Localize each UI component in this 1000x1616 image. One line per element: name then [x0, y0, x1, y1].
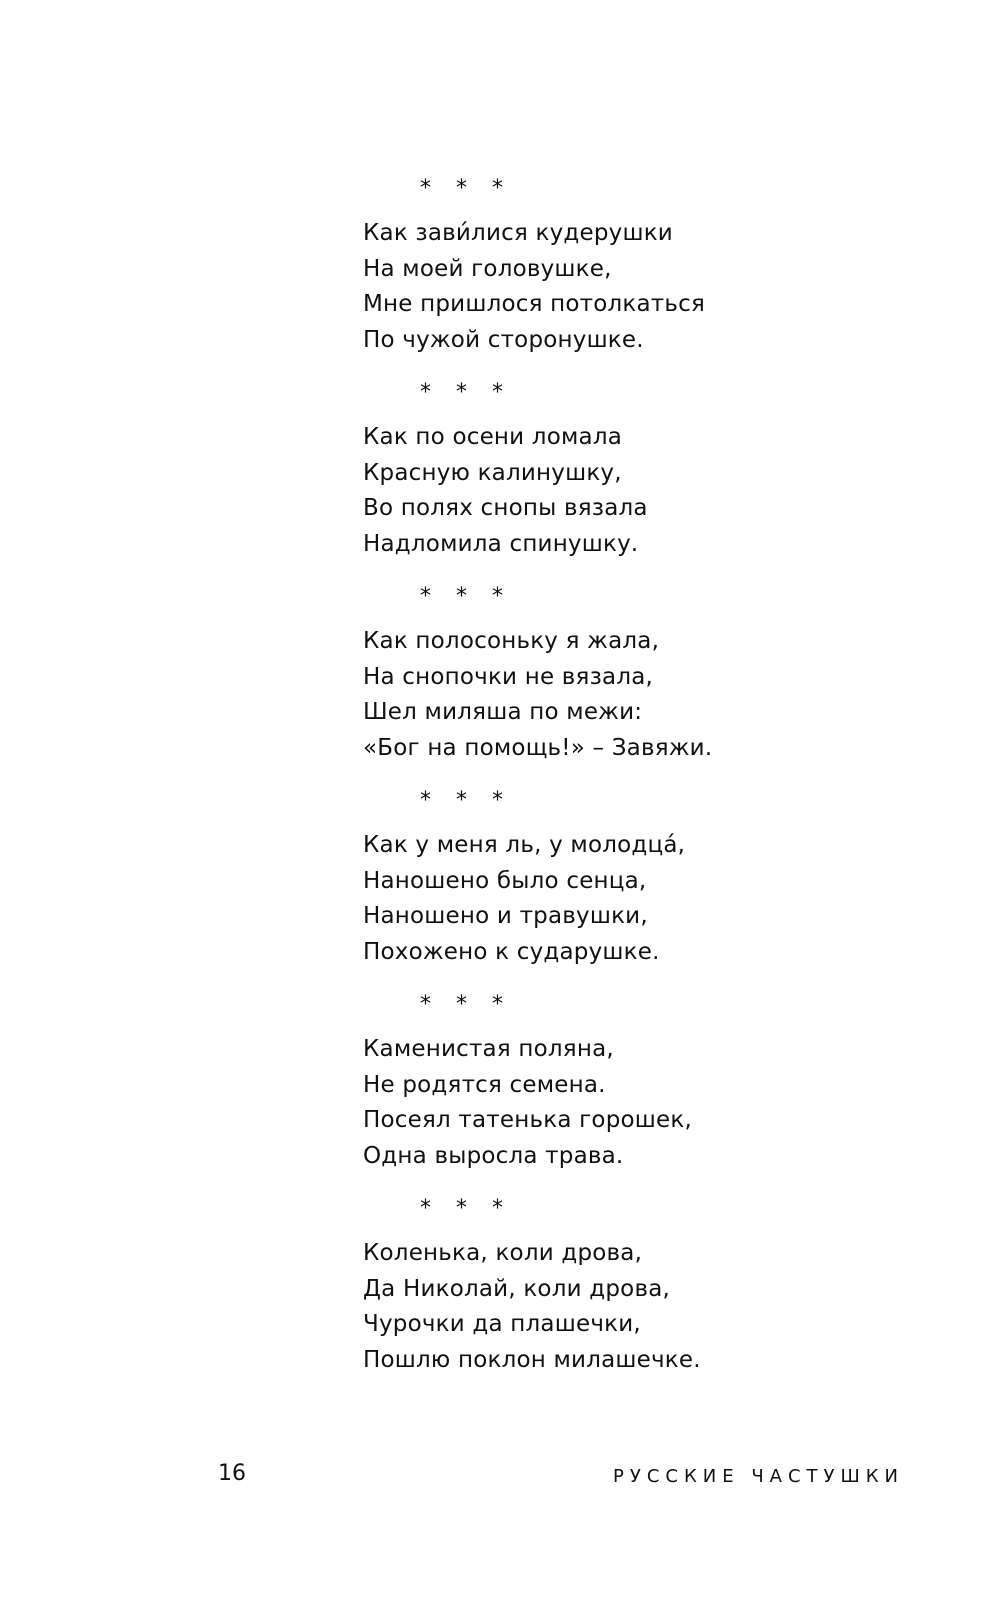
verse-line: По чужой сторонушке. — [363, 326, 644, 353]
verse-line: Чурочки да плашечки, — [363, 1311, 641, 1337]
verse-line: Как у меня ль, у молодца́, — [363, 832, 686, 858]
verse-line: Каменистая поляна, — [363, 1036, 614, 1062]
verse-line: На снопочки не вязала, — [363, 663, 654, 690]
verse-line: Во полях снопы вязала — [363, 495, 648, 521]
verse-line: Посеял татенька горошек, — [363, 1107, 692, 1133]
stanza-separator: * * * — [420, 584, 512, 609]
verse-line: «Бог на помощь!» – Завяжи. — [363, 734, 713, 761]
verse-line: Надломила спинушку. — [363, 530, 639, 557]
verse-line: Как полосоньку я жала, — [363, 628, 660, 654]
verse-line: Коленька, коли дрова, — [363, 1240, 643, 1266]
stanza-1 — [363, 176, 863, 358]
stanza-4 — [363, 788, 863, 970]
verse-line: Наношено и травушки, — [363, 903, 648, 929]
verse-line: Пошлю поклон милашечке. — [363, 1346, 701, 1373]
page-number: 16 — [218, 1461, 246, 1486]
verse-line: Как по осени ломала — [363, 424, 623, 450]
verse-line: На моей головушке, — [363, 255, 612, 282]
verse-line: Шел миляша по межи: — [363, 699, 643, 725]
stanza-6 — [363, 1196, 863, 1378]
stanza-2 — [363, 380, 863, 562]
verse-line: Да Николай, коли дрова, — [363, 1275, 671, 1302]
poem-column — [363, 176, 863, 1400]
stanza-separator: * * * — [420, 380, 512, 405]
stanza-separator: * * * — [420, 176, 512, 201]
verse-line: Одна выросла трава. — [363, 1142, 624, 1169]
running-head: РУССКИЕ ЧАСТУШКИ — [613, 1466, 904, 1487]
verse-line: Наношено было сенца, — [363, 867, 647, 894]
verse-line: Мне пришлося потолкаться — [363, 291, 706, 317]
verse-line: Красную калинушку, — [363, 459, 622, 486]
verse-line: Похожено к сударушке. — [363, 938, 660, 965]
verse-line: Как зави́лися кудерушки — [363, 220, 673, 246]
stanza-separator: * * * — [420, 992, 512, 1017]
stanza-5 — [363, 992, 863, 1174]
stanza-3 — [363, 584, 863, 766]
verse-line: Не родятся семена. — [363, 1071, 606, 1098]
stanza-separator: * * * — [420, 788, 512, 813]
stanza-separator: * * * — [420, 1196, 512, 1221]
